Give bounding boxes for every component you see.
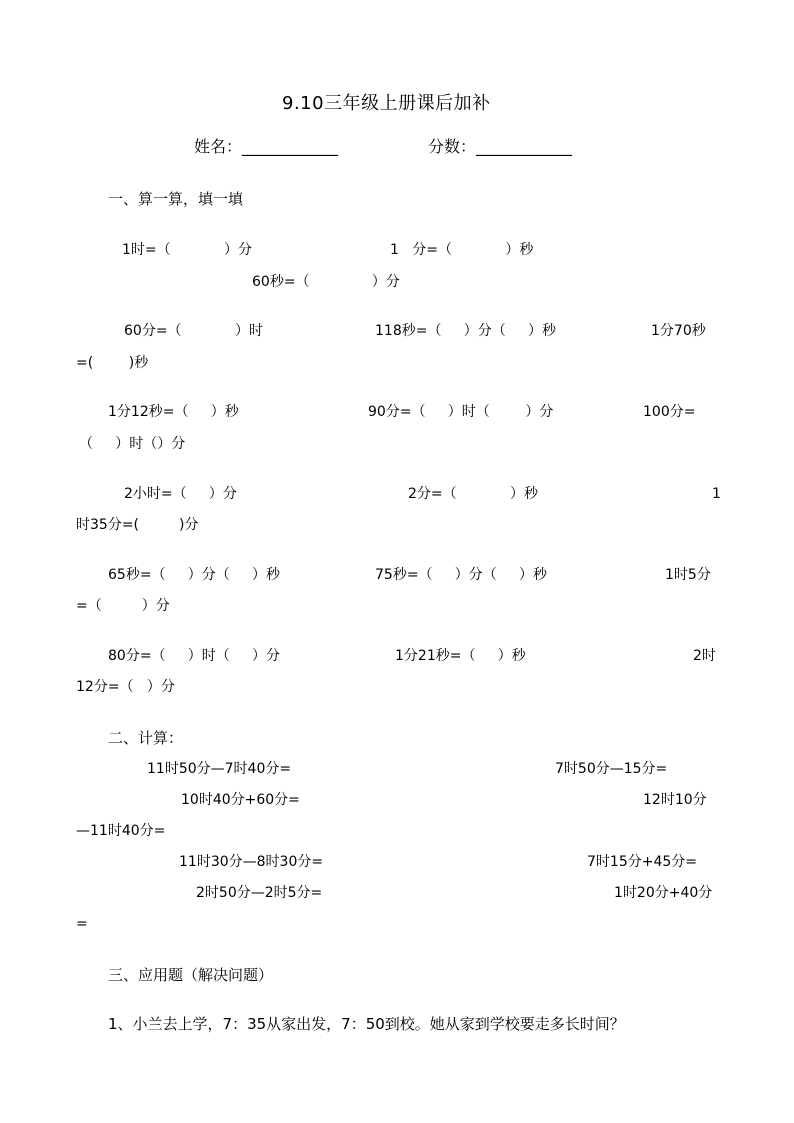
exercise-item-continued: 12分=（ ）分 (76, 679, 175, 695)
exercise-item: 1分12秒=（ ）秒 (108, 404, 239, 420)
exercise-item: 2分=（ ）秒 (408, 486, 539, 502)
exercise-item-continued: （ ）时（）分 (79, 436, 186, 452)
exercise-item: 1分21秒=（ ）秒 (395, 648, 526, 664)
calc-item: 11时50分—7时40分= (147, 761, 292, 777)
calc-item: 2时50分—2时5分= (196, 885, 323, 901)
section2-heading: 二、计算： (108, 729, 184, 747)
word-problem-1: 1、小兰去上学，7：35从家出发，7：50到校。她从家到学校要走多长时间？ (108, 1015, 625, 1033)
exercise-item-continued: =（ ）分 (76, 598, 170, 614)
exercise-item: 1 (712, 486, 721, 502)
exercise-item: 90分=（ ）时（ ）分 (368, 404, 554, 420)
score-field-label: 分数：____________ (428, 137, 573, 156)
exercise-item-continued: =( )秒 (76, 355, 149, 371)
exercise-item: 100分= (643, 404, 696, 420)
exercise-item: 60秒=（ ）分 (252, 274, 400, 290)
calc-item: 10时40分+60分= (181, 792, 300, 808)
exercise-item: 118秒=（ ）分（ ）秒 (375, 323, 556, 339)
exercise-item-continued: 时35分=( )分 (76, 517, 199, 533)
exercise-item: 1分70秒 (651, 323, 706, 339)
exercise-item: 80分=（ ）时（ ）分 (108, 648, 281, 664)
calc-item: 7时15分+45分= (587, 854, 697, 870)
calc-item: 12时10分 (643, 792, 707, 808)
calc-item: 7时50分—15分= (555, 761, 668, 777)
section1-heading: 一、算一算，填一填 (108, 190, 244, 208)
calc-item: 11时30分—8时30分= (179, 854, 324, 870)
exercise-item: 60分=（ ）时 (124, 323, 263, 339)
exercise-item: 1时=（ ）分 (122, 242, 253, 258)
calc-item-continued: = (76, 916, 88, 932)
exercise-item: 1 分=（ ）秒 (390, 242, 534, 258)
section3-heading: 三、应用题（解决问题） (108, 966, 274, 984)
exercise-item: 1时5分 (665, 567, 711, 583)
exercise-item: 65秒=（ ）分（ ）秒 (108, 567, 281, 583)
exercise-item: 75秒=（ ）分（ ）秒 (375, 567, 548, 583)
calc-item: 1时20分+40分 (614, 885, 713, 901)
exercise-item: 2时 (693, 648, 716, 664)
name-field-label: 姓名：____________ (194, 137, 339, 156)
page-title: 9.10三年级上册课后加补 (282, 93, 491, 114)
calc-item-continued: —11时40分= (76, 823, 166, 839)
exercise-item: 2小时=（ ）分 (124, 486, 237, 502)
